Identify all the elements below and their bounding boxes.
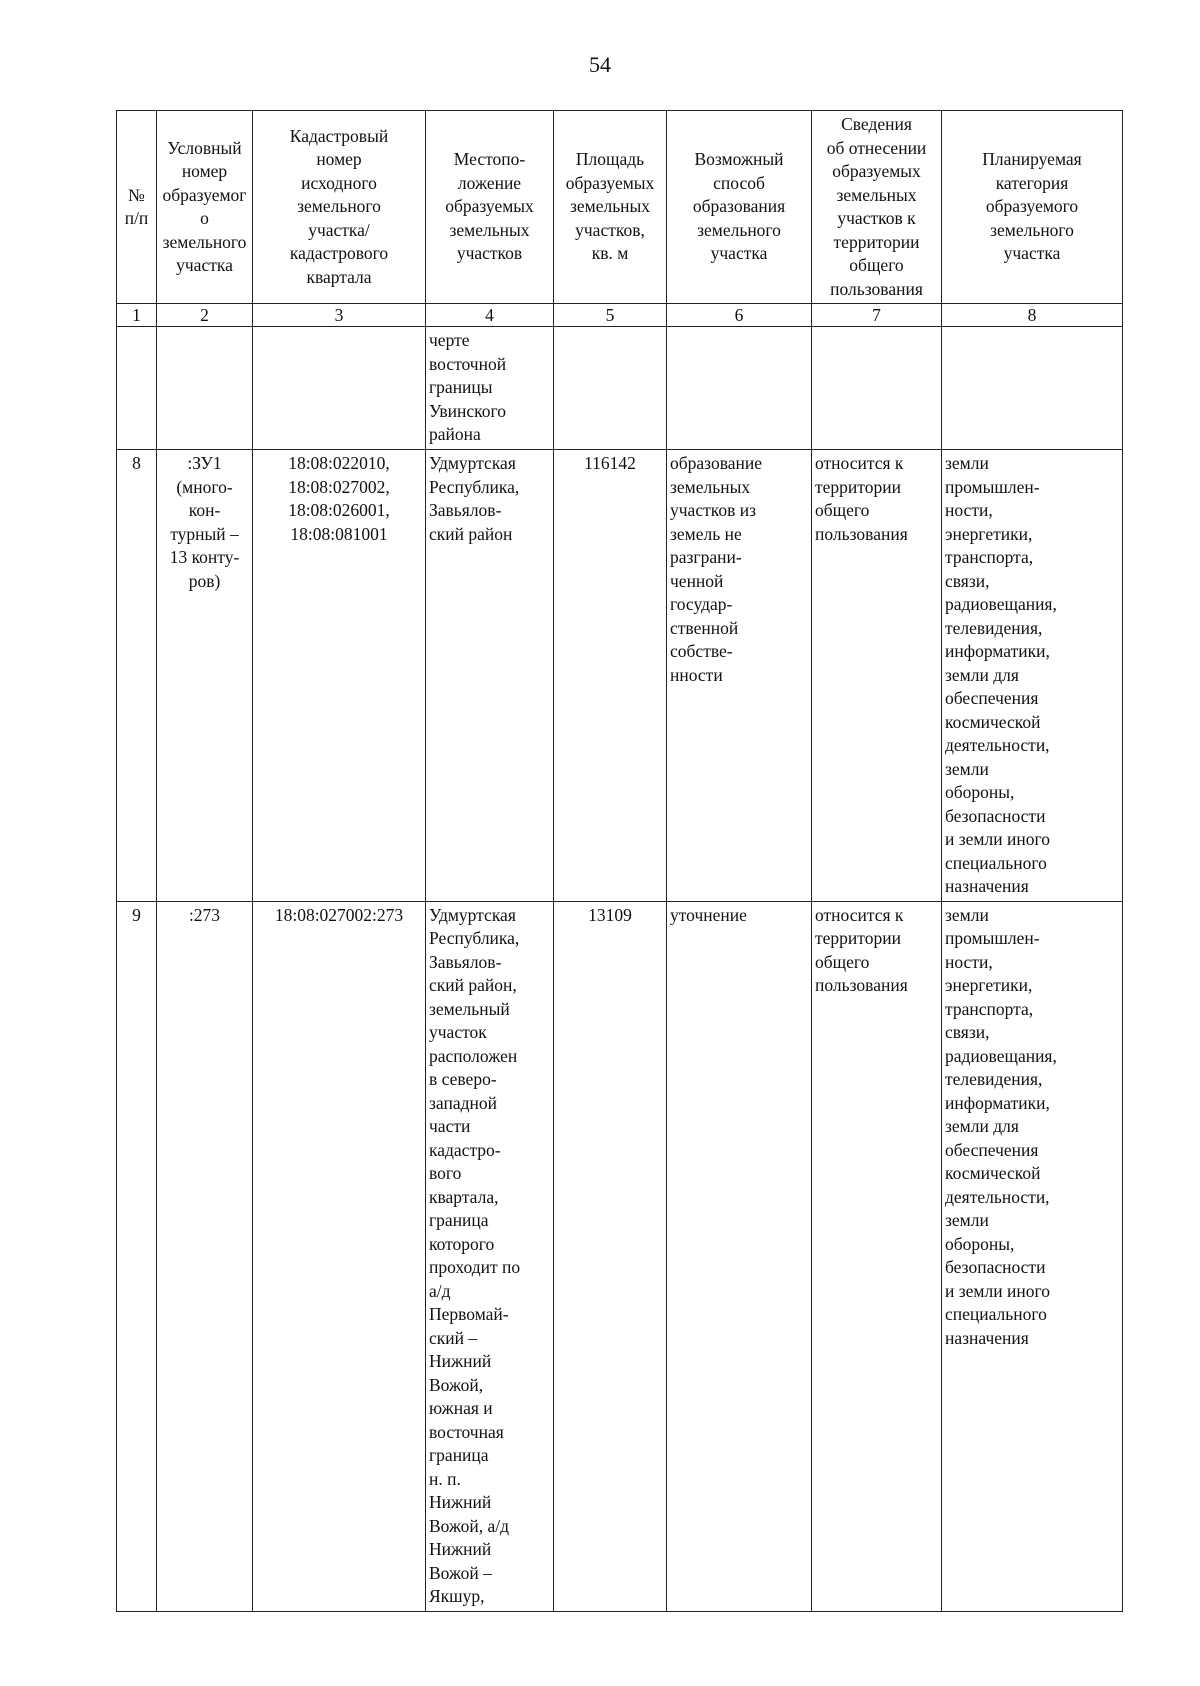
category-cell: земли промышлен- ности, энергетики, транспорта, связи, радиовещания, телевидения, информатики, земли для обеспечения космической деятельности, земли обороны, безопасности и земли иного специального назначения [942,450,1123,902]
location-cell: Удмуртская Республика, Завьялов- ский район [426,450,554,902]
header-location: Местопо- ложение образуемых земельных участков [426,111,554,304]
conditional-number-cell: :273 [157,901,253,1611]
cadastral-number-cell: 18:08:027002:273 [253,901,426,1611]
public-use-cell: относится к территории общего пользования [812,450,942,902]
table-row [117,901,1123,1611]
empty-cell [157,327,253,450]
header-row-number: № п/п [117,111,157,304]
location-cell: Удмуртская Республика, Завьялов- ский район, земельный участок расположен в северо- западной части кадастро- вого квартала, граница которого проходит по а/д Первомай- ский – Нижний Вожой, южная и восточная граница н. п. Нижний Вожой, а/д Нижний Вожой – Якшур, [426,901,554,1611]
header-cadastral-number: Кадастровый номер исходного земельного участка/ кадастрового квартала [253,111,426,304]
cadastral-number-cell: 18:08:022010, 18:08:027002, 18:08:026001, 18:08:081001 [253,450,426,902]
area-cell: 13109 [554,901,667,1611]
category-cell: земли промышлен- ности, энергетики, транспорта, связи, радиовещания, телевидения, информатики, земли для обеспечения космической деятельности, земли обороны, безопасности и земли иного специального назначения [942,901,1123,1611]
table-row [117,450,1123,902]
formation-method-cell: образование земельных участков из земель не разграни- ченной государ- ственной собстве- нности [667,450,812,902]
empty-cell [253,327,426,450]
column-number: 2 [157,304,253,327]
public-use-cell: относится к территории общего пользования [812,901,942,1611]
header-category: Планируемая категория образуемого земельного участка [942,111,1123,304]
location-cell: черте восточной границы Увинского района [426,327,554,450]
empty-cell [942,327,1123,450]
page-number: 54 [589,52,611,77]
area-cell: 116142 [554,450,667,902]
table-row-continuation [117,327,1123,450]
header-public-use: Сведения об отнесении образуемых земельных участков к территории общего пользования [812,111,942,304]
empty-cell [812,327,942,450]
row-number-cell: 9 [117,901,157,1611]
header-conditional-number: Условный номер образуемого земельного участка [157,111,253,304]
column-number: 8 [942,304,1123,327]
land-plots-table [116,110,1123,1612]
column-number: 6 [667,304,812,327]
column-number: 3 [253,304,426,327]
header-formation-method: Возможный способ образования земельного участка [667,111,812,304]
conditional-number-cell: :ЗУ1 (много- кон- турный – 13 конту- ров) [157,450,253,902]
formation-method-cell: уточнение [667,901,812,1611]
column-numbers-row [117,304,1123,327]
table-header-row [117,111,1123,304]
row-number-cell: 8 [117,450,157,902]
empty-cell [667,327,812,450]
column-number: 7 [812,304,942,327]
header-area: Площадь образуемых земельных участков, кв. м [554,111,667,304]
empty-cell [554,327,667,450]
empty-cell [117,327,157,450]
column-number: 4 [426,304,554,327]
column-number: 5 [554,304,667,327]
column-number: 1 [117,304,157,327]
